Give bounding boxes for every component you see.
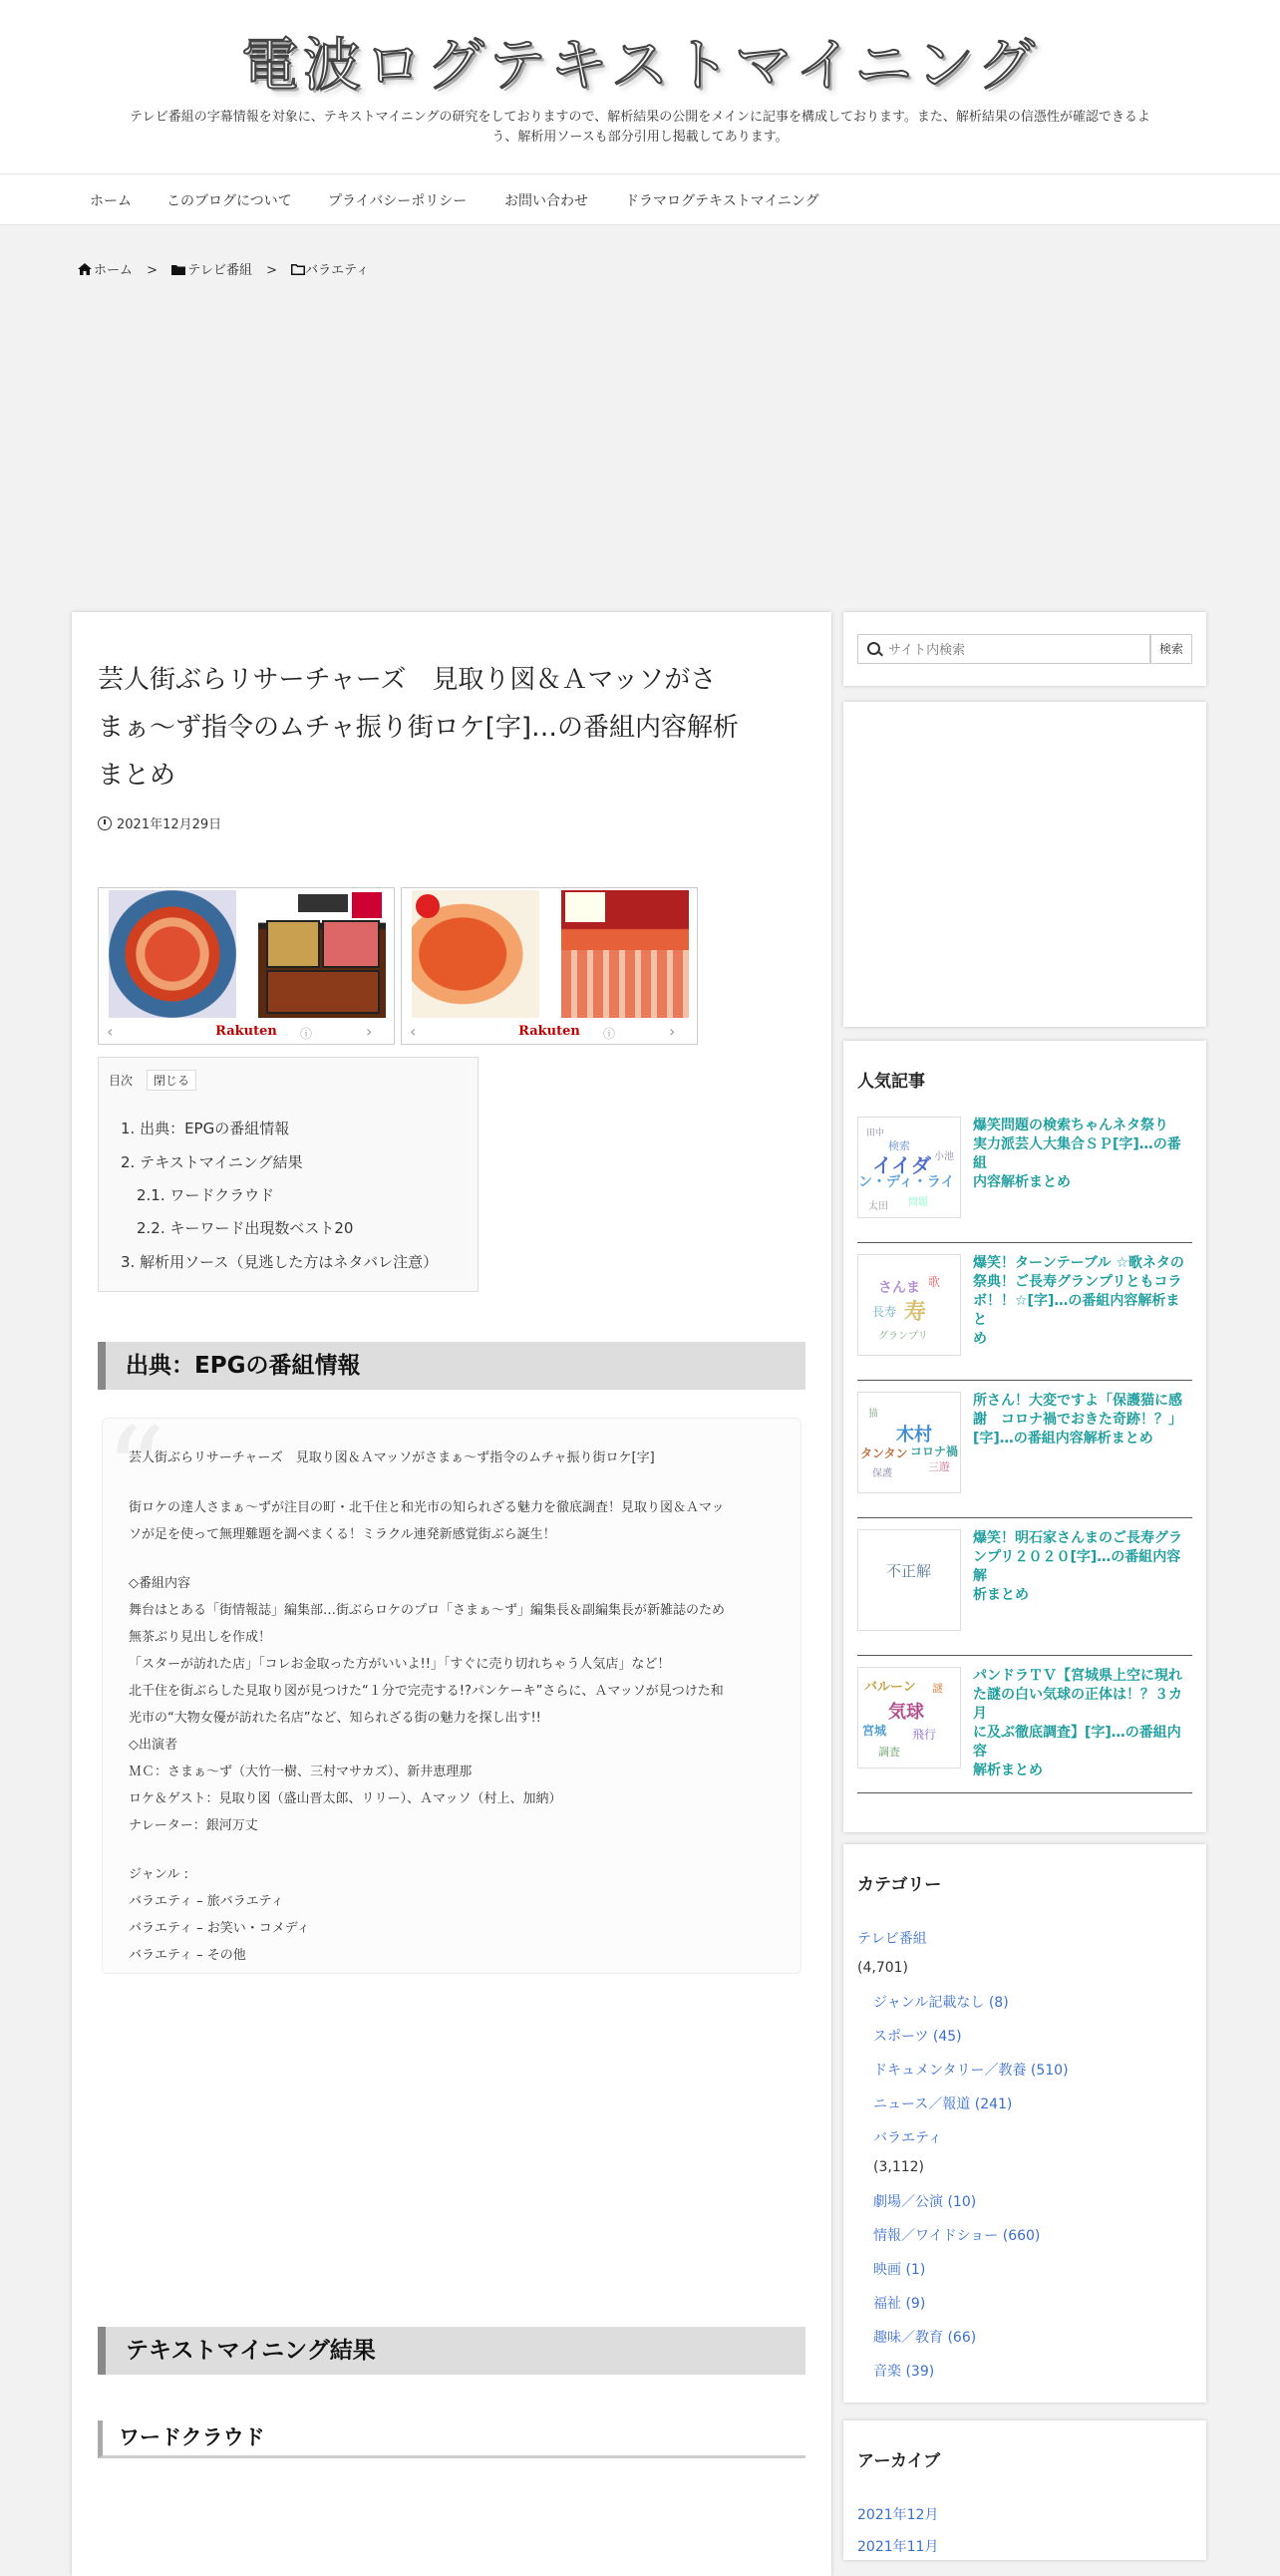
popular-post-item[interactable] (857, 1254, 1192, 1381)
ad-next-arrow[interactable]: › (366, 1022, 373, 1041)
site-description-line: う、解析用ソースも部分引用し掲載してあります。 (491, 130, 789, 145)
category-link-tv[interactable]: テレビ番組 (857, 1931, 927, 1947)
thumb-word: 飛行 (912, 1728, 937, 1742)
search-widget (843, 612, 1206, 686)
epg-text: ロケ＆ゲスト：見取り図（盛山晋太郎、リリー）、Ａマッソ（村上、加納） (129, 1791, 562, 1806)
toc-item[interactable]: 2.1. ワードクラウド (137, 1186, 275, 1204)
article-title-line: まぁ～ず指令のムチャ振り街ロケ[字]…の番組内容解析 (98, 713, 739, 743)
ad-product-image[interactable] (412, 890, 539, 1018)
epg-text: ナレーター：銀河万丈 (129, 1818, 258, 1833)
category-count: (4,701) (857, 1960, 909, 1976)
popular-post-thumbnail[interactable] (857, 1392, 961, 1493)
popular-post-title[interactable]: 所さん！大変ですよ「保護猫に感 謝 コロナ禍でおきた奇跡！？」 [字]…の番組内容解析まとめ (973, 1393, 1182, 1447)
category-link[interactable]: 趣味／教育 (66) (873, 2330, 977, 2346)
section-heading-epg: 出典：EPGの番組情報 (98, 1342, 805, 1390)
thumb-word: さんま (878, 1280, 920, 1296)
category-link[interactable]: 福祉 (9) (873, 2296, 926, 2312)
quote-mark-icon: “ (105, 1403, 166, 1541)
search-button[interactable]: 検索 (1150, 634, 1192, 664)
post-date-text: 2021年12月29日 (117, 817, 222, 832)
thumb-word: 太田 (868, 1201, 888, 1212)
ad-footer (402, 1020, 697, 1044)
epg-text: バラエティ – その他 (129, 1948, 246, 1963)
toc-item[interactable]: 3. 解析用ソース（見逃した方はネタバレ注意） (121, 1253, 439, 1271)
breadcrumb-home[interactable]: ホーム (94, 263, 134, 278)
breadcrumb-separator: > (147, 263, 159, 278)
thumb-word: グランプリ (878, 1331, 928, 1342)
epg-text: 光市の“大物女優が訪れた名店”など、知られざる街の魅力を探し出す!! (129, 1711, 541, 1726)
thumb-word: 調査 (878, 1746, 900, 1759)
epg-text: バラエティ – お笑い・コメディ (129, 1921, 310, 1936)
category-link[interactable]: ニュース／報道 (241) (873, 2096, 1013, 2112)
category-link[interactable]: 映画 (1) (873, 2262, 926, 2278)
site-title[interactable]: 電波ログテキストマイニング (240, 31, 1040, 99)
popular-post-thumbnail[interactable] (857, 1667, 961, 1769)
category-count: (3,112) (873, 2159, 925, 2175)
ad-next-arrow[interactable]: › (669, 1022, 676, 1041)
category-title: カテゴリー (857, 1875, 942, 1895)
thumb-word: 保護 (872, 1468, 892, 1479)
folder-icon (171, 263, 185, 278)
nav-about[interactable]: このブログについて (166, 193, 292, 209)
popular-posts-widget (843, 1041, 1206, 1832)
epg-program-title: 芸人街ぶらリサーチャーズ 見取り図＆Ａマッソがさまぁ～ず指令のムチャ振り街ロケ[字] (129, 1450, 655, 1465)
popular-post-item[interactable] (857, 1667, 1192, 1793)
ad-prev-arrow[interactable]: ‹ (410, 1022, 417, 1041)
article-title-line: 芸人街ぶらリサーチャーズ 見取り図＆Ａマッソがさ (98, 665, 717, 695)
epg-text: 北千住を街ぶらした見取り図が見つけた“１分で完売する!?パンケーキ”さらに、Ａマッソが見つけた和 (129, 1684, 724, 1699)
epg-text: 街ロケの達人さまぁ～ずが注目の町・北千住と和光市の知られざる魅力を徹底調査！見取り図＆Ａマッ (129, 1500, 725, 1515)
home-icon (78, 263, 94, 278)
archive-title: アーカイブ (857, 2451, 941, 2471)
ad-product-image[interactable] (109, 890, 236, 1018)
thumb-word: 三遊 (928, 1460, 950, 1473)
sidebar-ad-slot (843, 702, 1206, 1027)
thumb-word: 検索 (888, 1139, 910, 1152)
thumb-word: 小池 (934, 1151, 954, 1162)
article-title (98, 656, 801, 800)
toc-item[interactable]: 2.2. キーワード出現数ベスト20 (137, 1219, 354, 1237)
archive-widget (843, 2420, 1206, 2560)
thumb-word: バルーン (864, 1680, 916, 1695)
rakuten-ad[interactable] (401, 887, 698, 1045)
global-nav (0, 173, 1280, 225)
epg-text: 舞台はとある「街情報誌」編集部…街ぶらロケのプロ「さまぁ～ず」編集長＆副編集長が新雑誌のため (129, 1603, 726, 1618)
toc-item[interactable]: 2. テキストマイニング結果 (121, 1153, 303, 1171)
category-widget (843, 1844, 1206, 2403)
post-date (98, 813, 221, 832)
archive-link[interactable]: 2021年12月 (857, 2507, 939, 2523)
popular-post-title[interactable]: 爆笑！明石家さんまのご長寿グラ ンプリ２０２０[字]…の番組内容解 析まとめ (973, 1530, 1182, 1603)
nav-privacy[interactable]: プライバシーポリシー (328, 193, 468, 209)
thumb-word: 歌 (928, 1275, 941, 1289)
site-description (80, 108, 1200, 148)
nav-drama-log[interactable]: ドラマログテキストマイニング (625, 193, 819, 209)
thumb-word: コロナ禍 (910, 1445, 959, 1458)
table-of-contents (98, 1057, 479, 1292)
thumb-word: イイダ (872, 1153, 931, 1177)
folder-open-icon (291, 263, 305, 278)
ad-footer (99, 1020, 394, 1044)
thumb-word: 田中 (866, 1128, 885, 1138)
article-main (72, 612, 831, 2576)
rakuten-logo: Rakuten (215, 1024, 277, 1039)
breadcrumb-variety[interactable]: バラエティ (305, 263, 370, 278)
popular-post-thumbnail[interactable] (857, 1254, 961, 1356)
popular-post-item[interactable] (857, 1117, 1192, 1243)
nav-contact[interactable]: お問い合わせ (504, 193, 588, 209)
epg-text: ソが足を使って無理難題を調べまくる！ミラクル連発新感覚街ぶら誕生！ (129, 1527, 556, 1542)
article-title-line: まとめ (98, 761, 176, 791)
ad-product-image[interactable] (258, 890, 386, 1018)
popular-posts-title: 人気記事 (857, 1072, 925, 1092)
rakuten-logo: Rakuten (518, 1024, 580, 1039)
category-link[interactable]: スポーツ (45) (873, 2029, 962, 2045)
breadcrumb (78, 259, 369, 278)
category-link[interactable]: 劇場／公演 (10) (873, 2194, 977, 2210)
category-link[interactable]: ジャンル記載なし (8) (873, 1995, 1009, 2011)
search-input[interactable] (857, 634, 1150, 664)
section-heading-wordcloud: ワードクラウド (98, 2420, 805, 2458)
category-link[interactable]: 情報／ワイドショー (660) (873, 2228, 1041, 2244)
nav-home[interactable]: ホーム (90, 193, 132, 209)
thumb-word: 問題 (908, 1197, 928, 1208)
thumb-word: 木村 (896, 1425, 932, 1446)
category-link-variety[interactable]: バラエティ (873, 2130, 942, 2146)
toc-label: 目次 (109, 1074, 134, 1088)
ad-prev-arrow[interactable]: ‹ (107, 1022, 114, 1041)
section-heading-mining: テキストマイニング結果 (98, 2327, 805, 2375)
thumb-word: タンタン (860, 1447, 908, 1460)
epg-quote-box (102, 1403, 801, 1974)
clock-icon (98, 816, 112, 830)
epg-text: ジャンル : (129, 1867, 188, 1882)
thumb-word: 寿 (904, 1300, 927, 1325)
thumb-word: 不正解 (886, 1562, 932, 1580)
thumb-word: 気球 (888, 1702, 924, 1723)
popular-post-title[interactable]: 爆笑！ターンテーブル ☆歌ネタの 祭典！ご長寿グランプリともコラ ボ！！☆[字]…の番組内容解析まと め (973, 1255, 1184, 1347)
popular-post-title[interactable]: パンドラＴＶ【宮城県上空に現れ た謎の白い気球の正体は！？３カ月 に及ぶ徹底調査】[字]…の番組内容 解析まとめ (973, 1668, 1182, 1778)
epg-text: バラエティ – 旅バラエティ (129, 1894, 284, 1909)
rakuten-ad[interactable] (98, 887, 395, 1045)
site-header (0, 0, 1280, 173)
archive-link[interactable]: 2021年11月 (857, 2539, 939, 2555)
toc-toggle-button[interactable]: 閉じる (147, 1070, 196, 1091)
thumb-word: 謎 (932, 1682, 943, 1695)
popular-post-title[interactable]: 爆笑問題の検索ちゃんネタ祭り 実力派芸人大集合ＳＰ[字]…の番組 内容解析まとめ (973, 1118, 1181, 1190)
info-icon[interactable]: ⓘ (603, 1027, 616, 1041)
epg-text: ◇出演者 (129, 1738, 177, 1753)
thumb-word: 宮城 (862, 1724, 887, 1738)
epg-text: ＭＣ：さまぁ～ず（大竹一樹、三村マサカズ）、新井恵理那 (129, 1765, 473, 1779)
thumb-word: ン・ディ・ライ (858, 1174, 955, 1190)
popular-post-item[interactable] (857, 1529, 1192, 1656)
epg-text: 「スターが訪れた店」「コレお金取った方がいいよ!!」「すぐに売り切れちゃう人気店」など！ (129, 1657, 671, 1672)
breadcrumb-tv[interactable]: テレビ番組 (187, 263, 252, 278)
thumb-word: 長寿 (872, 1305, 897, 1319)
info-icon[interactable]: ⓘ (300, 1027, 313, 1041)
category-link[interactable]: ドキュメンタリー／教養 (510) (873, 2063, 1069, 2079)
epg-text: 無茶ぶり見出しを作成！ (129, 1630, 272, 1645)
thumb-word: 猫 (868, 1409, 878, 1420)
popular-post-thumbnail[interactable] (857, 1529, 961, 1631)
popular-post-thumbnail[interactable] (857, 1117, 961, 1218)
popular-post-item[interactable] (857, 1392, 1192, 1518)
toc-item[interactable]: 1. 出典：EPGの番組情報 (121, 1120, 290, 1137)
site-description-line: テレビ番組の字幕情報を対象に、テキストマイニングの研究をしておりますので、解析結果の公開をメインに記事を構成しております。また、解析結果の信憑性が確認できるよ (130, 110, 1150, 125)
breadcrumb-separator: > (266, 263, 277, 278)
ad-product-image[interactable] (561, 890, 689, 1018)
category-link[interactable]: 音楽 (39) (873, 2364, 935, 2380)
epg-text: ◇番組内容 (129, 1576, 190, 1591)
